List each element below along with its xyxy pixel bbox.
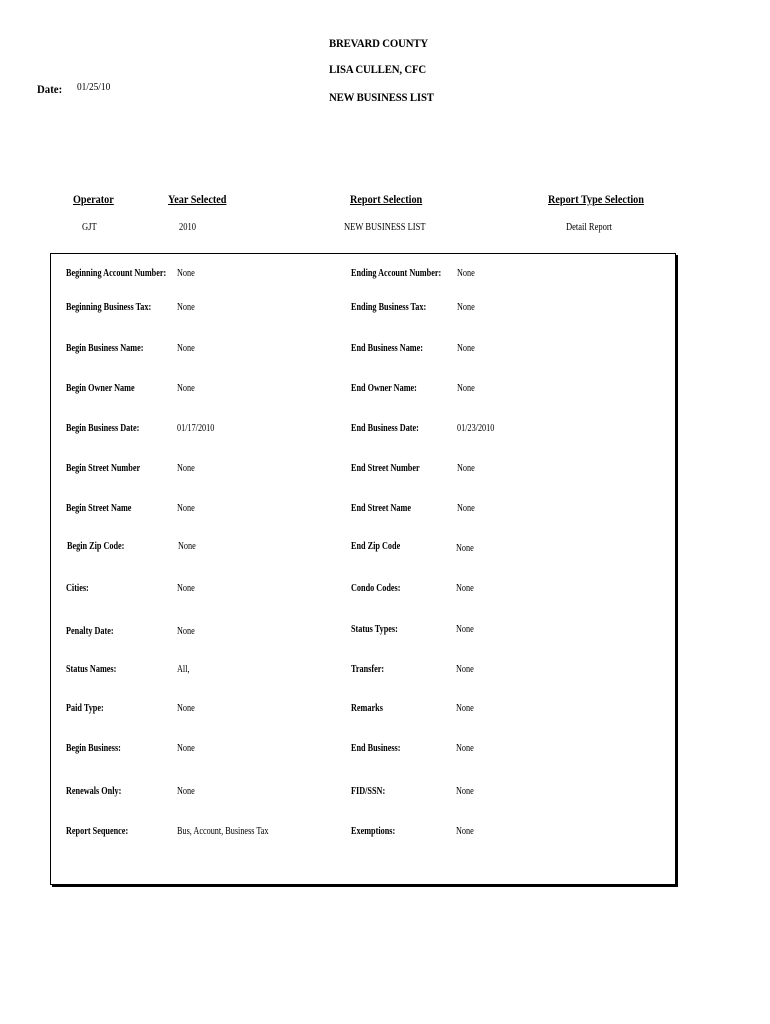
criteria-value: None [177,743,195,754]
criteria-label: Begin Business: [66,743,121,754]
criteria-label: Renewals Only: [66,786,122,797]
criteria-value: None [457,463,475,474]
county-name: BREVARD COUNTY [329,36,428,50]
criteria-value: None [457,268,475,279]
criteria-value: None [456,624,474,635]
criteria-value: None [177,343,195,354]
year-selected-value: 2010 [179,222,196,233]
operator-value: GJT [82,222,97,233]
criteria-label: Beginning Account Number: [66,268,167,279]
criteria-value: None [178,541,196,552]
report-type-value: Detail Report [566,222,613,233]
criteria-label: Status Names: [66,664,117,675]
criteria-label: Exemptions: [351,826,396,837]
report-type-heading: Report Type Selection [548,192,644,206]
criteria-label: Status Types: [351,624,398,635]
criteria-label: Begin Business Date: [66,423,140,434]
criteria-label: Condo Codes: [351,583,401,594]
criteria-value: None [177,383,195,394]
criteria-value: None [456,664,474,675]
criteria-value: None [177,463,195,474]
criteria-label: Remarks [351,703,383,714]
collector-name: LISA CULLEN, CFC [329,62,427,76]
criteria-label: Begin Business Name: [66,343,144,354]
criteria-value: None [177,703,195,714]
criteria-value: None [456,543,474,554]
criteria-value: Bus, Account, Business Tax [177,826,269,837]
criteria-label: End Business Name: [351,343,424,354]
criteria-label: End Street Number [351,463,420,474]
criteria-label: End Owner Name: [351,383,417,394]
criteria-value: All, [177,664,190,675]
criteria-label: Paid Type: [66,703,104,714]
operator-heading: Operator [73,192,114,206]
criteria-value: None [177,503,195,514]
report-title: NEW BUSINESS LIST [329,90,434,104]
date-value: 01/25/10 [77,81,111,93]
criteria-label: Ending Account Number: [351,268,442,279]
criteria-label: Begin Street Number [66,463,141,474]
criteria-value: None [456,786,474,797]
report-selection-heading: Report Selection [350,192,423,206]
date-label: Date: [37,82,63,96]
criteria-label: Transfer: [351,664,385,675]
criteria-label: End Business Date: [351,423,419,434]
criteria-value: None [456,583,474,594]
criteria-label: Beginning Business Tax: [66,302,152,313]
criteria-label: FID/SSN: [351,786,386,797]
criteria-label: Report Sequence: [66,826,129,837]
criteria-label: Begin Street Name [66,503,132,514]
year-selected-heading: Year Selected [168,192,227,206]
criteria-label: Begin Zip Code: [67,541,125,552]
criteria-value: 01/23/2010 [457,423,495,434]
criteria-label: Ending Business Tax: [351,302,427,313]
criteria-label: End Zip Code [351,541,401,552]
criteria-value: 01/17/2010 [177,423,215,434]
criteria-label: End Business: [351,743,401,754]
criteria-value: None [456,703,474,714]
criteria-value: None [177,626,195,637]
criteria-label: Begin Owner Name [66,383,135,394]
criteria-value: None [177,268,195,279]
criteria-value: None [456,743,474,754]
criteria-label: Penalty Date: [66,626,114,637]
criteria-value: None [457,302,475,313]
report-selection-value: NEW BUSINESS LIST [344,222,426,233]
criteria-value: None [456,826,474,837]
criteria-label: End Street Name [351,503,411,514]
criteria-value: None [177,583,195,594]
criteria-value: None [177,786,195,797]
criteria-value: None [457,383,475,394]
criteria-value: None [457,503,475,514]
criteria-value: None [457,343,475,354]
criteria-value: None [177,302,195,313]
criteria-label: Cities: [66,583,89,594]
